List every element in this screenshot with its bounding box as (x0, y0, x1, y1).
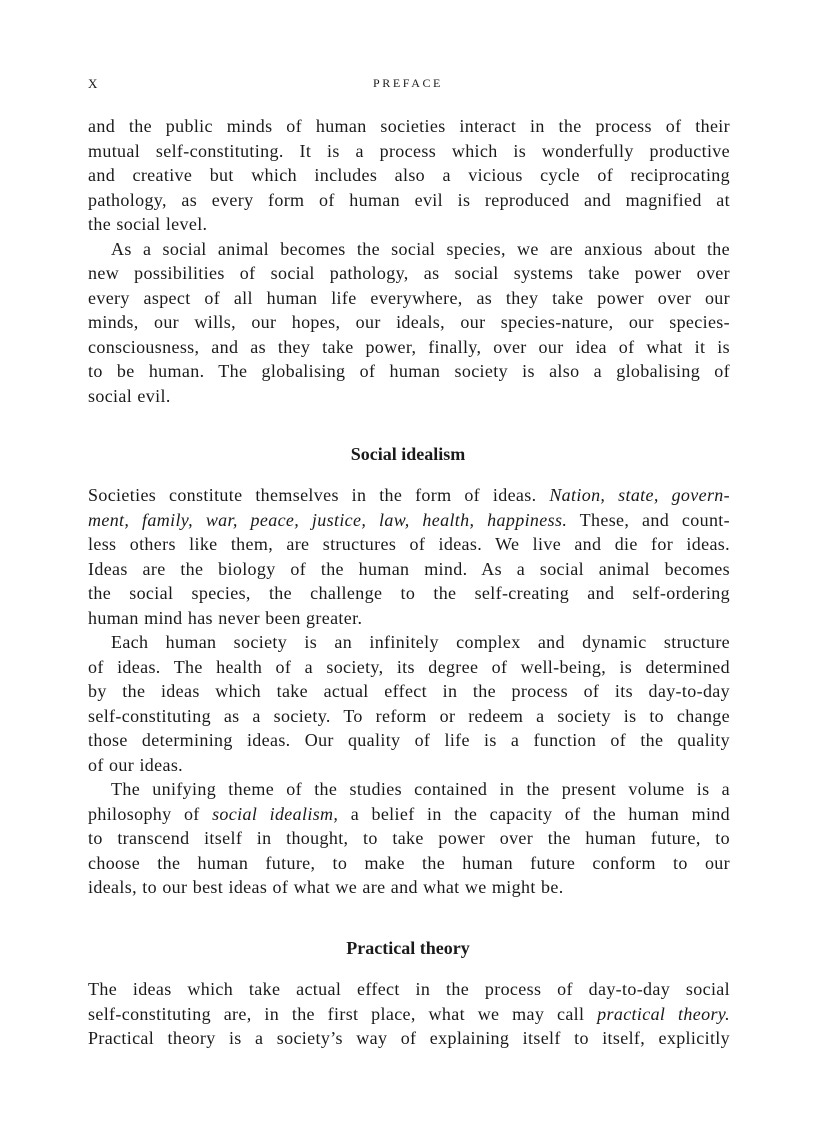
text-run: ideals, to our best ideas of what we are and what we might be. (88, 877, 564, 897)
text-line (88, 606, 730, 631)
text-line (88, 630, 730, 655)
text-run: every aspect of all human life everywhere, as they take power over our (88, 287, 730, 308)
text-run: of our ideas. (88, 754, 184, 775)
text-run: Practical theory is a society’s way of explaining itself to itself, explicitly (88, 1028, 730, 1048)
text-run: a belief in the capacity of the human mind (338, 803, 730, 824)
text-line (88, 679, 730, 704)
text-run: less others like them, are structures of ideas. We live and die for ideas. (88, 534, 730, 554)
text-run: As a social animal becomes the social species, we are anxious about the (111, 238, 730, 259)
text-run: Ideas are the biology of the human mind. As a social animal becomes (88, 558, 730, 579)
text-run: human mind has never been greater. (88, 607, 363, 628)
text-line (88, 728, 730, 753)
text-run: minds, our wills, our hopes, our ideals, our species-nature, our species- (88, 312, 730, 332)
text-line (88, 483, 730, 508)
text-line (88, 875, 730, 900)
text-run: mutual self-constituting. It is a process which is wonderfully productive (88, 140, 730, 161)
text-line (88, 826, 730, 851)
paragraph-block-3 (88, 977, 730, 1051)
text-line (88, 1002, 730, 1027)
text-run: to transcend itself in thought, to take power over the human future, to (88, 828, 730, 848)
text-line (88, 851, 730, 876)
text-line (88, 114, 730, 139)
text-run: and creative but which includes also a vicious cycle of reciprocating (88, 165, 730, 185)
text-line (88, 261, 730, 286)
paragraph-block-2 (88, 483, 730, 900)
text-line (88, 655, 730, 680)
text-line (88, 188, 730, 213)
paragraph-block-1 (88, 114, 730, 408)
italic-text: practical theory. (597, 1003, 730, 1024)
text-run: These, and count- (567, 509, 730, 530)
text-run: new possibilities of social pathology, as social systems take power over (88, 263, 730, 283)
section-heading-social-idealism: Social idealism (350, 444, 466, 464)
text-line (88, 384, 730, 409)
text-line (88, 704, 730, 729)
text-line (88, 508, 730, 533)
text-line (88, 139, 730, 164)
text-line (88, 310, 730, 335)
text-line (88, 532, 730, 557)
text-line (88, 802, 730, 827)
text-line (88, 237, 730, 262)
text-run: those determining ideas. Our quality of life is a function of the quality (88, 730, 730, 750)
text-run: Societies constitute themselves in the form of ideas. (88, 485, 550, 505)
text-line (88, 557, 730, 582)
text-line (88, 163, 730, 188)
text-run: by the ideas which take actual effect in the process of its day-to-day (88, 681, 730, 701)
text-run: to be human. The globalising of human society is also a globalising of (88, 361, 730, 381)
text-run: pathology, as every form of human evil is reproduced and magnified at (88, 189, 730, 210)
text-line (88, 1026, 730, 1051)
text-line (88, 359, 730, 384)
text-run: Each human society is an infinitely complex and dynamic structure (111, 632, 730, 652)
text-run: self-constituting are, in the first place, what we may call (88, 1003, 598, 1024)
text-run: of ideas. The health of a society, its degree of well-being, is determined (88, 656, 730, 677)
text-run: the social level. (88, 214, 208, 234)
running-head: PREFACE (373, 76, 443, 90)
italic-text: social idealism, (212, 803, 339, 824)
text-line (88, 212, 730, 237)
text-run: The unifying theme of the studies contained in the present volume is a (111, 779, 730, 799)
text-run: consciousness, and as they take power, finally, over our idea of what it is (88, 336, 730, 357)
text-line (88, 753, 730, 778)
text-line (88, 581, 730, 606)
text-run: and the public minds of human societies interact in the process of their (88, 116, 730, 136)
text-line (88, 977, 730, 1002)
text-run: social evil. (88, 385, 171, 406)
italic-text: ment, family, war, peace, justice, law, health, happiness. (88, 509, 568, 530)
text-run: philosophy of (88, 803, 213, 824)
text-run: the social species, the challenge to the self-creating and self-ordering (88, 583, 730, 603)
italic-text: Nation, state, govern- (549, 485, 730, 505)
text-run: The ideas which take actual effect in the process of day-to-day social (88, 979, 730, 999)
text-run: choose the human future, to make the human future conform to our (88, 852, 730, 873)
text-line (88, 335, 730, 360)
text-run: self-constituting as a society. To reform or redeem a society is to change (88, 705, 730, 726)
text-line (88, 777, 730, 802)
section-heading-practical-theory: Practical theory (346, 938, 470, 958)
text-line (88, 286, 730, 311)
page-number: X (88, 76, 98, 91)
